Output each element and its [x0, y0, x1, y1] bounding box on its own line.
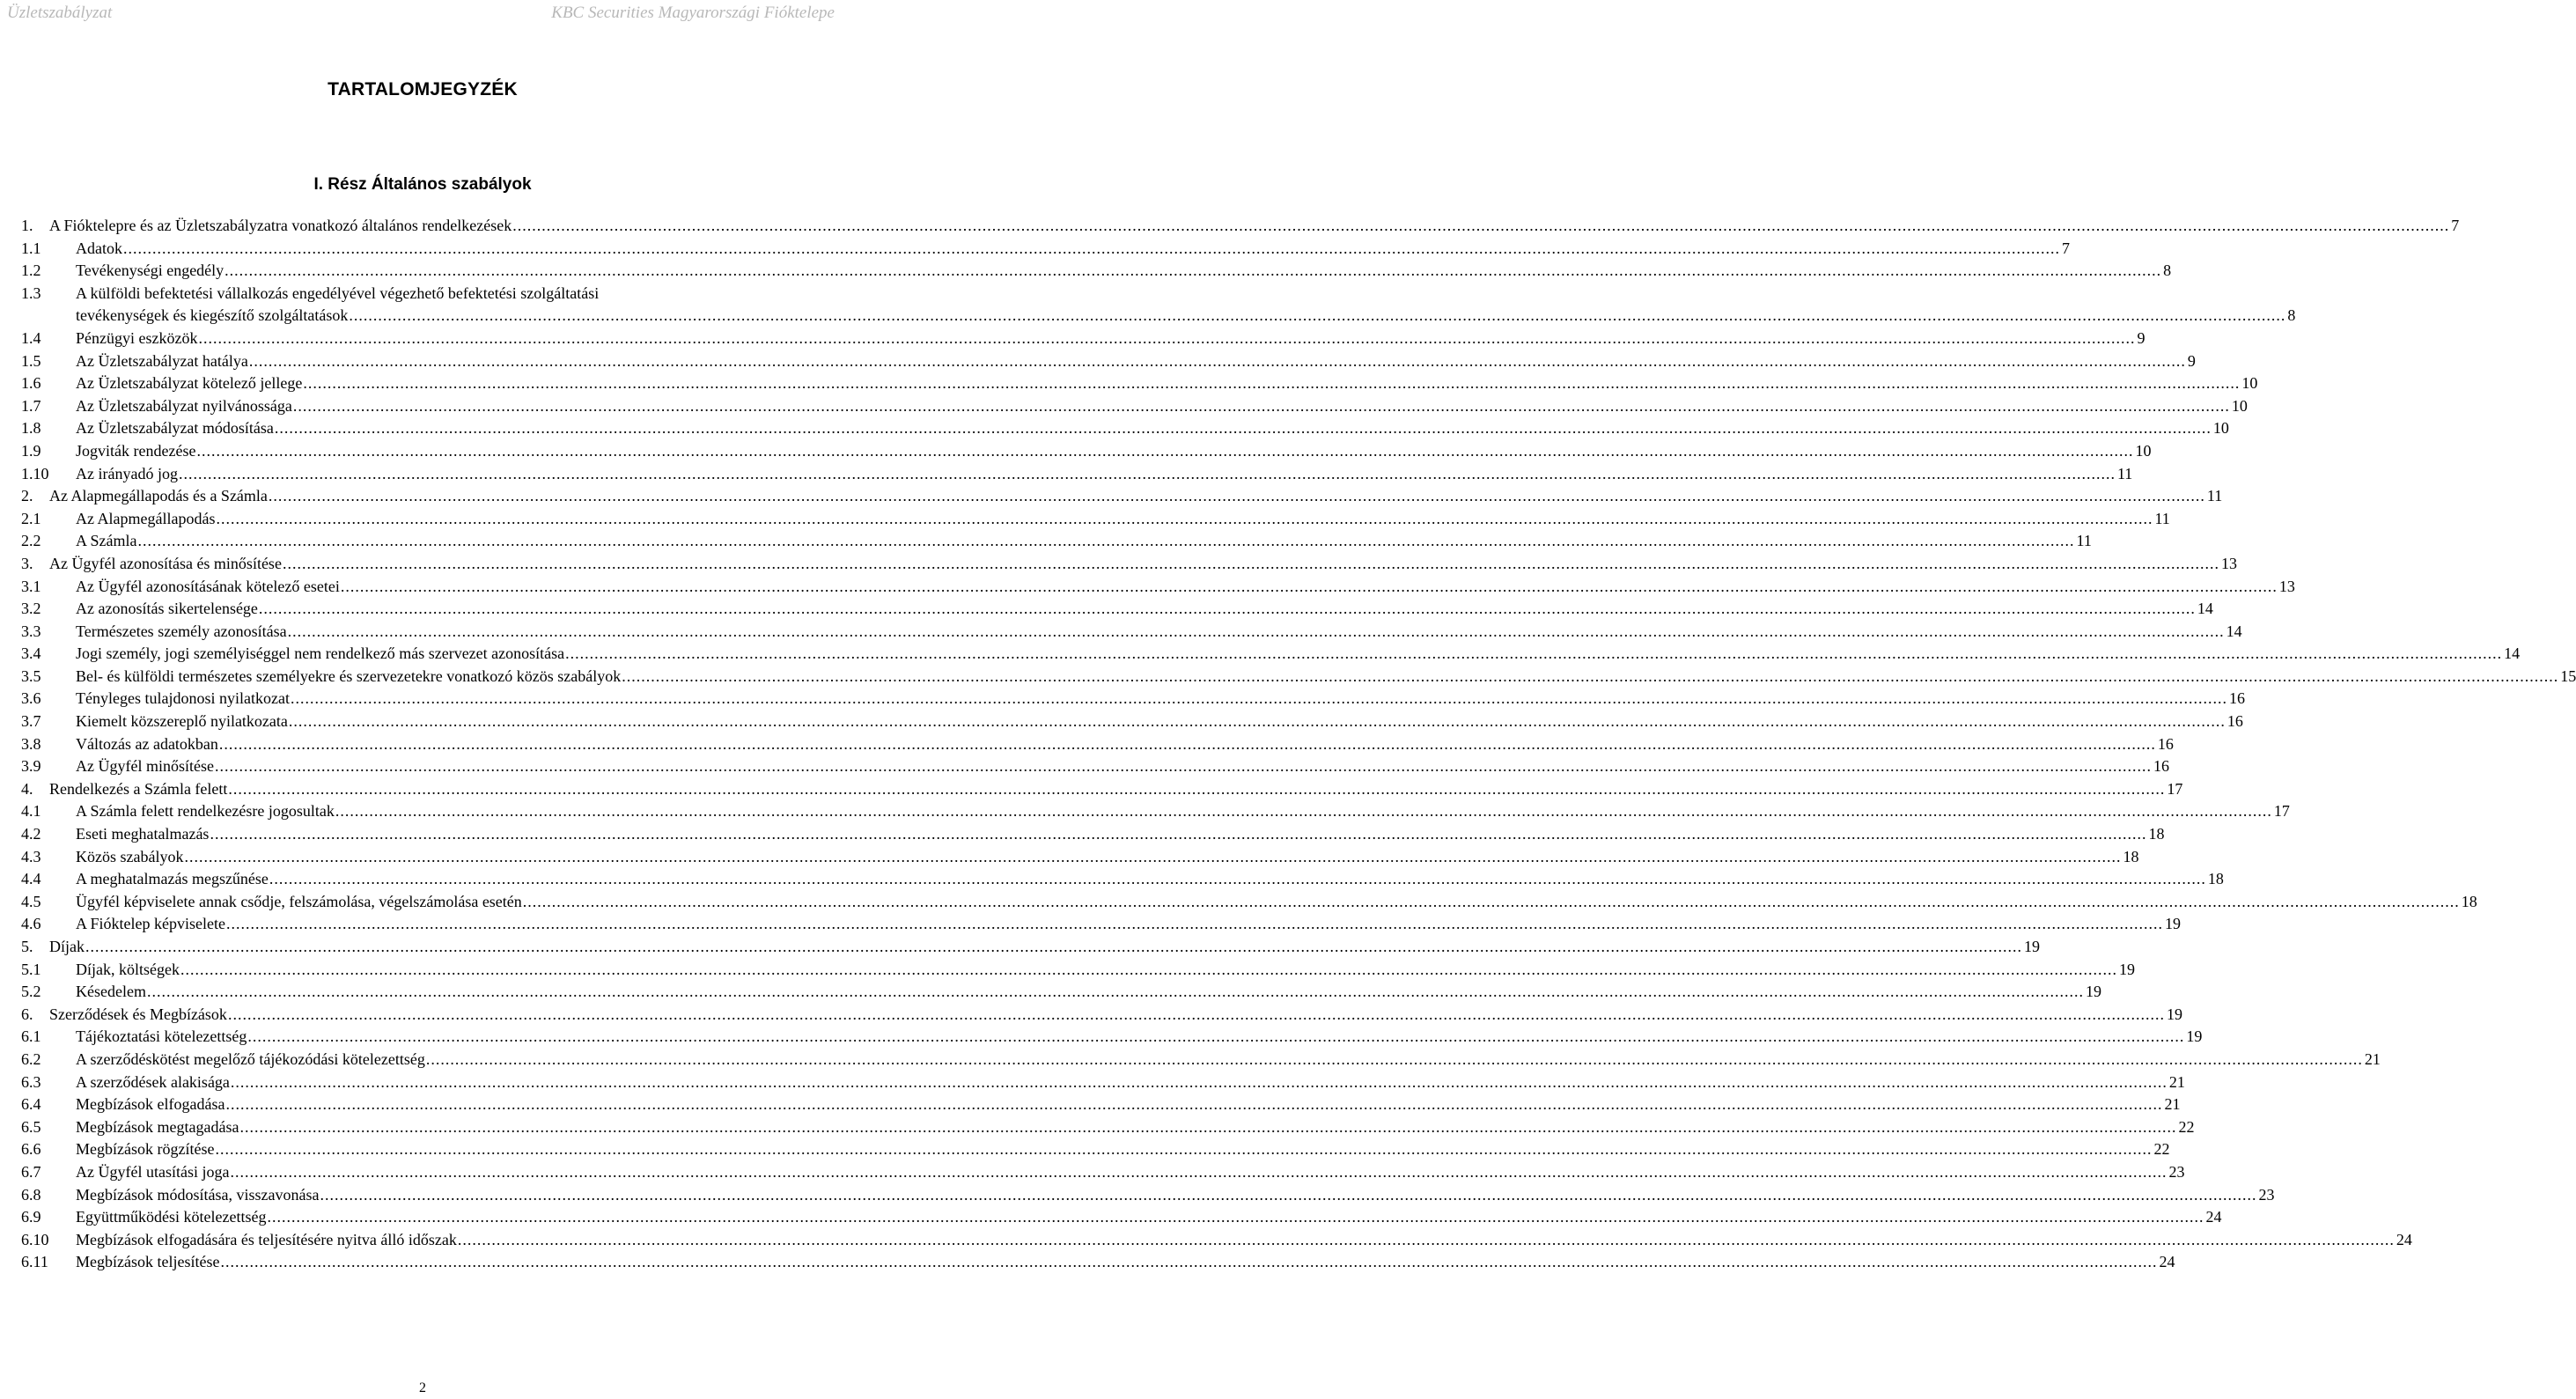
toc-entry-title: Megbízások módosítása, visszavonása	[76, 1185, 320, 1204]
toc-entry-number: 4.3	[21, 847, 41, 865]
toc-entry[interactable]	[21, 1071, 2185, 1094]
toc-entry-number: 1.	[21, 217, 33, 234]
toc-entry-number: 6.3	[21, 1072, 41, 1091]
toc-entry[interactable]	[21, 328, 2145, 350]
toc-entry[interactable]	[21, 463, 2133, 486]
toc-entry[interactable]	[21, 1206, 2222, 1229]
dot-leader: ................................................................................................................................................................................................................................................................................................................................................................................................................	[220, 1253, 2158, 1271]
toc-entry-page: 14	[2197, 600, 2213, 618]
toc-entry-title: Együttműködési kötelezettség	[76, 1208, 267, 1226]
toc-entry[interactable]	[21, 621, 2242, 644]
toc-entry-number: 1.3	[21, 283, 41, 302]
toc-entry-page: 10	[2231, 396, 2248, 415]
toc-entry[interactable]	[21, 238, 2070, 261]
toc-entry-page: 9	[2187, 351, 2196, 370]
toc-entry-page: 18	[2148, 825, 2165, 843]
toc-entry-title: Ügyfél képviselete annak csődje, felszámolása, végelszámolása esetén	[76, 892, 522, 910]
toc-entry[interactable]	[21, 350, 2196, 373]
toc-entry-page: 13	[2278, 577, 2295, 595]
toc-entry-page: 18	[2207, 870, 2224, 888]
toc-entry[interactable]	[21, 800, 2290, 823]
toc-entry-page: 9	[2137, 328, 2145, 347]
toc-entry-number: 6.2	[21, 1049, 41, 1068]
dot-leader: ................................................................................................................................................................................................................................................................................................................................................................................................................	[622, 666, 2559, 685]
toc-entry-number: 3.9	[21, 757, 41, 776]
toc-entry-title: Az Üzletszabályzat kötelező jellege	[76, 374, 303, 393]
toc-entry[interactable]	[21, 1049, 2381, 1071]
toc-entry-title: Jogviták rendezése	[76, 441, 196, 460]
toc-entry-title: Tényleges tulajdonosi nyilatkozat	[76, 689, 290, 708]
toc-entry[interactable]	[21, 283, 2296, 328]
toc-entry-page: 21	[2364, 1049, 2381, 1068]
toc-entry-title: Tájékoztatási kötelezettség	[76, 1027, 247, 1046]
toc-entry-page: 18	[2123, 847, 2139, 865]
toc-entry-number: 1.2	[21, 261, 41, 280]
dot-leader: ................................................................................................................................................................................................................................................................................................................................................................................................................	[214, 757, 2152, 776]
toc-entry-number: 6.9	[21, 1208, 41, 1226]
dot-leader: ................................................................................................................................................................................................................................................................................................................................................................................................................	[184, 847, 2122, 865]
toc-entry[interactable]	[21, 936, 2040, 959]
toc-entry-number: 6.10	[21, 1230, 49, 1248]
toc-entry-number: 6.4	[21, 1095, 41, 1114]
toc-entry-page: 24	[2396, 1230, 2412, 1248]
toc-entry-title: Az Ügyfél azonosítása és minősítése	[49, 554, 282, 572]
dot-leader: ................................................................................................................................................................................................................................................................................................................................................................................................................	[267, 1208, 2204, 1226]
dot-leader: ................................................................................................................................................................................................................................................................................................................................................................................................................	[269, 870, 2206, 888]
toc-entry[interactable]	[21, 913, 2181, 936]
toc-entry-number: 3.7	[21, 712, 41, 731]
toc-entry[interactable]	[21, 576, 2295, 599]
toc-entry[interactable]	[21, 395, 2248, 418]
toc-entry-page: 11	[2116, 464, 2133, 482]
toc-entry-page: 17	[2273, 802, 2290, 821]
toc-entry-page: 21	[2164, 1095, 2181, 1114]
toc-entry[interactable]	[21, 530, 2092, 553]
toc-entry-number: 1.7	[21, 396, 41, 415]
toc-entry[interactable]	[21, 1004, 2182, 1027]
dot-leader: ................................................................................................................................................................................................................................................................................................................................................................................................................	[230, 1162, 2168, 1181]
dot-leader: ................................................................................................................................................................................................................................................................................................................................................................................................................	[258, 600, 2196, 618]
toc-entry-title: A szerződések alakisága	[76, 1072, 230, 1091]
dot-leader: ................................................................................................................................................................................................................................................................................................................................................................................................................	[247, 1027, 2185, 1046]
dot-leader: ................................................................................................................................................................................................................................................................................................................................................................................................................	[292, 396, 2230, 415]
dot-leader: ................................................................................................................................................................................................................................................................................................................................................................................................................	[224, 261, 2162, 280]
toc-entry-title: Az Alapmegállapodás	[76, 509, 216, 527]
toc-entry[interactable]	[21, 508, 2170, 531]
toc-entry[interactable]	[21, 485, 2223, 508]
toc-entry-page: 10	[2135, 441, 2152, 460]
toc-entry-title: Az irányadó jog	[76, 464, 178, 482]
dot-leader: ................................................................................................................................................................................................................................................................................................................................................................................................................	[565, 644, 2503, 663]
page-number: 2	[419, 1381, 426, 1395]
dot-leader: ................................................................................................................................................................................................................................................................................................................................................................................................................	[340, 577, 2278, 595]
dot-leader: ................................................................................................................................................................................................................................................................................................................................................................................................................	[225, 915, 2163, 933]
toc-entry[interactable]	[21, 1116, 2195, 1139]
dot-leader: ................................................................................................................................................................................................................................................................................................................................................................................................................	[522, 892, 2460, 910]
toc-entry-number: 5.2	[21, 983, 41, 1001]
toc-entry[interactable]	[21, 733, 2174, 756]
toc-entry[interactable]	[21, 260, 2172, 283]
dot-leader: ................................................................................................................................................................................................................................................................................................................................................................................................................	[123, 239, 2060, 257]
toc-entry-title: Késedelem	[76, 983, 146, 1001]
toc-entry-title: A meghatalmazás megszűnése	[76, 870, 269, 888]
toc-entry-number: 3.3	[21, 622, 41, 640]
dot-leader: ................................................................................................................................................................................................................................................................................................................................................................................................................	[303, 374, 2241, 393]
dot-leader: ................................................................................................................................................................................................................................................................................................................................................................................................................	[85, 938, 2022, 955]
toc-entry-title: A Fióktelepre és az Üzletszabályzatra vonatkozó általános rendelkezések	[49, 217, 512, 234]
toc-entry-title: Közös szabályok	[76, 847, 184, 865]
toc-entry-title: Tevékenységi engedély	[76, 261, 224, 280]
toc-entry[interactable]	[21, 643, 2521, 666]
toc-entry-number: 6.7	[21, 1162, 41, 1181]
toc-entry-title: Bel- és külföldi természetes személyekre és szervezetekre vonatkozó közös szabályok	[76, 666, 622, 685]
dot-leader: ................................................................................................................................................................................................................................................................................................................................................................................................................	[248, 351, 2186, 370]
toc-entry-number: 3.8	[21, 734, 41, 753]
toc-entry[interactable]	[21, 1184, 2275, 1207]
toc-entry-title: Az Üzletszabályzat nyilvánossága	[76, 396, 292, 415]
toc-entry-title: Változás az adatokban	[76, 734, 218, 753]
toc-entry-number: 3.2	[21, 600, 41, 618]
toc-entry[interactable]	[21, 666, 2576, 688]
toc-entry-title: Rendelkezés a Számla felett	[49, 779, 228, 798]
toc-entry[interactable]	[21, 1229, 2412, 1252]
toc-entry[interactable]	[21, 1026, 2203, 1049]
toc-entry[interactable]	[21, 778, 2183, 801]
toc-entry[interactable]	[21, 1138, 2170, 1161]
dot-leader: ................................................................................................................................................................................................................................................................................................................................................................................................................	[457, 1230, 2395, 1248]
toc-entry-title: Jogi személy, jogi személyiséggel nem rendelkező más szervezet azonosítása	[76, 644, 565, 663]
dot-leader: ................................................................................................................................................................................................................................................................................................................................................................................................................	[290, 689, 2227, 708]
toc-entry-number: 1.1	[21, 239, 41, 257]
dot-leader: ................................................................................................................................................................................................................................................................................................................................................................................................................	[288, 712, 2226, 731]
toc-entry-number: 1.9	[21, 441, 41, 460]
toc-entry-number: 5.	[21, 938, 33, 955]
toc-entry-number: 3.4	[21, 644, 41, 663]
toc-entry-page: 11	[2154, 509, 2170, 527]
toc-entry[interactable]	[21, 981, 2101, 1004]
toc-entry[interactable]	[21, 1093, 2181, 1116]
toc-entry-page: 22	[2153, 1140, 2170, 1159]
toc-entry[interactable]	[21, 1251, 2175, 1274]
toc-entry-title: Kiemelt közszereplő nyilatkozata	[76, 712, 288, 731]
toc-entry-page: 19	[2118, 960, 2135, 978]
toc-entry-page: 8	[2163, 261, 2172, 280]
toc-entry-number: 6.6	[21, 1140, 41, 1159]
header-company-name: KBC Securities Magyarországi Fióktelepe	[551, 4, 835, 22]
toc-entry-page: 16	[2157, 734, 2174, 753]
dot-leader: ................................................................................................................................................................................................................................................................................................................................................................................................................	[180, 960, 2117, 978]
dot-leader: ................................................................................................................................................................................................................................................................................................................................................................................................................	[335, 802, 2272, 821]
dot-leader: ................................................................................................................................................................................................................................................................................................................................................................................................................	[425, 1049, 2363, 1068]
toc-entry-page: 19	[2166, 1005, 2182, 1023]
toc-entry[interactable]	[21, 755, 2169, 778]
toc-entry-title: Az Ügyfél minősítése	[76, 757, 214, 776]
part-heading: I. Rész Általános szabályok	[313, 175, 532, 194]
toc-entry[interactable]	[21, 372, 2258, 395]
toc-entry-number: 2.	[21, 487, 33, 505]
dot-leader: ................................................................................................................................................................................................................................................................................................................................................................................................................	[228, 779, 2166, 798]
toc-entry-page: 24	[2159, 1253, 2175, 1271]
toc-entry-page: 13	[2220, 554, 2237, 572]
toc-entry-page: 16	[2228, 689, 2245, 708]
toc-entry-number: 4.2	[21, 825, 41, 843]
toc-entry[interactable]	[21, 959, 2135, 982]
dot-leader: ................................................................................................................................................................................................................................................................................................................................................................................................................	[218, 734, 2156, 753]
toc-entry-title: Megbízások elfogadása	[76, 1095, 225, 1114]
dot-leader: ................................................................................................................................................................................................................................................................................................................................................................................................................	[349, 306, 2286, 325]
table-of-contents	[21, 215, 2576, 1274]
toc-entry-number: 4.5	[21, 892, 41, 910]
dot-leader: ................................................................................................................................................................................................................................................................................................................................................................................................................	[227, 1005, 2165, 1023]
toc-entry[interactable]	[21, 417, 2229, 440]
toc-entry-page: 14	[2226, 622, 2242, 640]
toc-entry-page: 14	[2504, 644, 2521, 663]
header-document-title: Üzletszabályzat	[7, 4, 113, 22]
toc-entry-title: A Fióktelep képviselete	[76, 915, 225, 933]
toc-entry-title: Díjak	[49, 938, 85, 955]
dot-leader: ................................................................................................................................................................................................................................................................................................................................................................................................................	[230, 1072, 2168, 1091]
toc-entry-number: 2.2	[21, 532, 41, 550]
toc-entry-page: 16	[2153, 757, 2169, 776]
toc-entry[interactable]	[21, 598, 2213, 621]
toc-entry-page: 11	[2206, 487, 2223, 505]
toc-entry-page: 19	[2024, 938, 2040, 955]
toc-entry-page: 22	[2178, 1117, 2195, 1136]
toc-entry-title: Szerződések és Megbízások	[49, 1005, 227, 1023]
toc-entry[interactable]	[21, 553, 2237, 576]
toc-entry-page: 16	[2226, 712, 2243, 731]
toc-entry-title: Megbízások rögzítése	[76, 1140, 215, 1159]
toc-entry[interactable]	[21, 1161, 2185, 1184]
toc-entry[interactable]	[21, 846, 2139, 869]
dot-leader: ................................................................................................................................................................................................................................................................................................................................................................................................................	[198, 328, 2136, 347]
toc-entry-title: Megbízások elfogadására és teljesítésére nyitva álló időszak	[76, 1230, 457, 1248]
toc-entry-title: Az Ügyfél azonosításának kötelező esetei	[76, 577, 340, 595]
toc-entry-title: Díjak, költségek	[76, 960, 180, 978]
dot-leader: ................................................................................................................................................................................................................................................................................................................................................................................................................	[210, 825, 2147, 843]
toc-entry-number: 3.1	[21, 577, 41, 595]
toc-entry-page: 19	[2186, 1027, 2203, 1046]
toc-entry[interactable]	[21, 440, 2152, 463]
toc-entry-number: 1.4	[21, 328, 41, 347]
toc-entry[interactable]	[21, 868, 2224, 891]
toc-entry-title: Eseti meghatalmazás	[76, 825, 210, 843]
toc-entry-title: Az Üzletszabályzat hatálya	[76, 351, 248, 370]
toc-entry-page: 15	[2560, 666, 2576, 685]
toc-entry-page: 19	[2085, 983, 2101, 1001]
toc-entry[interactable]	[21, 711, 2243, 733]
dot-leader: ................................................................................................................................................................................................................................................................................................................................................................................................................	[320, 1185, 2257, 1204]
toc-entry-page: 19	[2164, 915, 2181, 933]
toc-entry-title: Az Üzletszabályzat módosítása	[76, 419, 274, 438]
dot-leader: ................................................................................................................................................................................................................................................................................................................................................................................................................	[282, 554, 2219, 572]
toc-entry-page: 23	[2258, 1185, 2275, 1204]
toc-entry-number: 1.10	[21, 464, 49, 482]
toc-entry-page: 18	[2461, 892, 2477, 910]
toc-heading: TARTALOMJEGYZÉK	[328, 79, 518, 99]
toc-entry-number: 1.5	[21, 351, 41, 370]
toc-entry-number: 1.6	[21, 374, 41, 393]
toc-entry-page: 7	[2062, 239, 2070, 257]
toc-entry-number: 6.8	[21, 1185, 41, 1204]
dot-leader: ................................................................................................................................................................................................................................................................................................................................................................................................................	[137, 532, 2075, 550]
toc-entry-number: 6.1	[21, 1027, 41, 1046]
toc-entry-title-continued: tevékenységek és kiegészítő szolgáltatások	[76, 306, 349, 325]
dot-leader: ................................................................................................................................................................................................................................................................................................................................................................................................................	[225, 1095, 2163, 1114]
toc-entry-number: 3.	[21, 554, 33, 572]
toc-entry[interactable]	[21, 823, 2165, 846]
toc-entry-number: 1.8	[21, 419, 41, 438]
toc-entry-number: 4.6	[21, 915, 41, 933]
page-header	[7, 4, 838, 28]
toc-entry-title: A külföldi befektetési vállalkozás engedélyével végezhető befektetési szolgáltatási	[76, 283, 600, 302]
dot-leader: ................................................................................................................................................................................................................................................................................................................................................................................................................	[287, 622, 2225, 640]
toc-entry-title: A Számla felett rendelkezésre jogosultak	[76, 802, 335, 821]
toc-entry-title: Megbízások teljesítése	[76, 1253, 220, 1271]
toc-entry-title: Az azonosítás sikertelensége	[76, 600, 258, 618]
toc-entry-number: 6.	[21, 1005, 33, 1023]
toc-entry-title: Az Ügyfél utasítási joga	[76, 1162, 230, 1181]
toc-entry-page: 10	[2212, 419, 2229, 438]
dot-leader: ................................................................................................................................................................................................................................................................................................................................................................................................................	[146, 983, 2084, 1001]
toc-entry-page: 23	[2168, 1162, 2185, 1181]
toc-entry-page: 7	[2451, 217, 2460, 234]
toc-entry-title: A szerződéskötést megelőző tájékozódási kötelezettség	[76, 1049, 425, 1068]
dot-leader: ................................................................................................................................................................................................................................................................................................................................................................................................................	[239, 1117, 2177, 1136]
toc-entry-number: 4.4	[21, 870, 41, 888]
toc-entry-number: 6.5	[21, 1117, 41, 1136]
toc-entry-title: Természetes személy azonosítása	[76, 622, 287, 640]
toc-entry-page: 10	[2241, 374, 2258, 393]
dot-leader: ................................................................................................................................................................................................................................................................................................................................................................................................................	[196, 441, 2134, 460]
toc-entry-number: 3.6	[21, 689, 41, 708]
toc-entry-number: 3.5	[21, 666, 41, 685]
dot-leader: ................................................................................................................................................................................................................................................................................................................................................................................................................	[274, 419, 2212, 438]
dot-leader: ................................................................................................................................................................................................................................................................................................................................................................................................................	[216, 509, 2153, 527]
toc-entry-number: 5.1	[21, 960, 41, 978]
toc-entry-page: 17	[2167, 779, 2183, 798]
toc-entry[interactable]	[21, 891, 2477, 914]
toc-entry[interactable]	[21, 215, 2460, 238]
toc-entry-title: Megbízások megtagadása	[76, 1117, 239, 1136]
dot-leader: ................................................................................................................................................................................................................................................................................................................................................................................................................	[178, 464, 2116, 482]
toc-entry-page: 24	[2205, 1208, 2222, 1226]
toc-entry-number: 4.	[21, 779, 33, 798]
toc-entry-number: 4.1	[21, 802, 41, 821]
toc-entry-page: 8	[2287, 306, 2296, 325]
toc-entry-title: Adatok	[76, 239, 122, 257]
toc-entry-page: 21	[2168, 1072, 2185, 1091]
toc-entry-title: Az Alapmegállapodás és a Számla	[49, 487, 268, 505]
toc-entry-page: 11	[2076, 532, 2092, 550]
toc-entry-title: Pénzügyi eszközök	[76, 328, 198, 347]
toc-entry[interactable]	[21, 688, 2245, 711]
dot-leader: ................................................................................................................................................................................................................................................................................................................................................................................................................	[215, 1140, 2153, 1159]
toc-entry-number: 2.1	[21, 509, 41, 527]
dot-leader: ................................................................................................................................................................................................................................................................................................................................................................................................................	[268, 487, 2205, 505]
toc-entry-title: A Számla	[76, 532, 137, 550]
dot-leader: ................................................................................................................................................................................................................................................................................................................................................................................................................	[512, 217, 2450, 234]
toc-entry-number: 6.11	[21, 1253, 48, 1271]
